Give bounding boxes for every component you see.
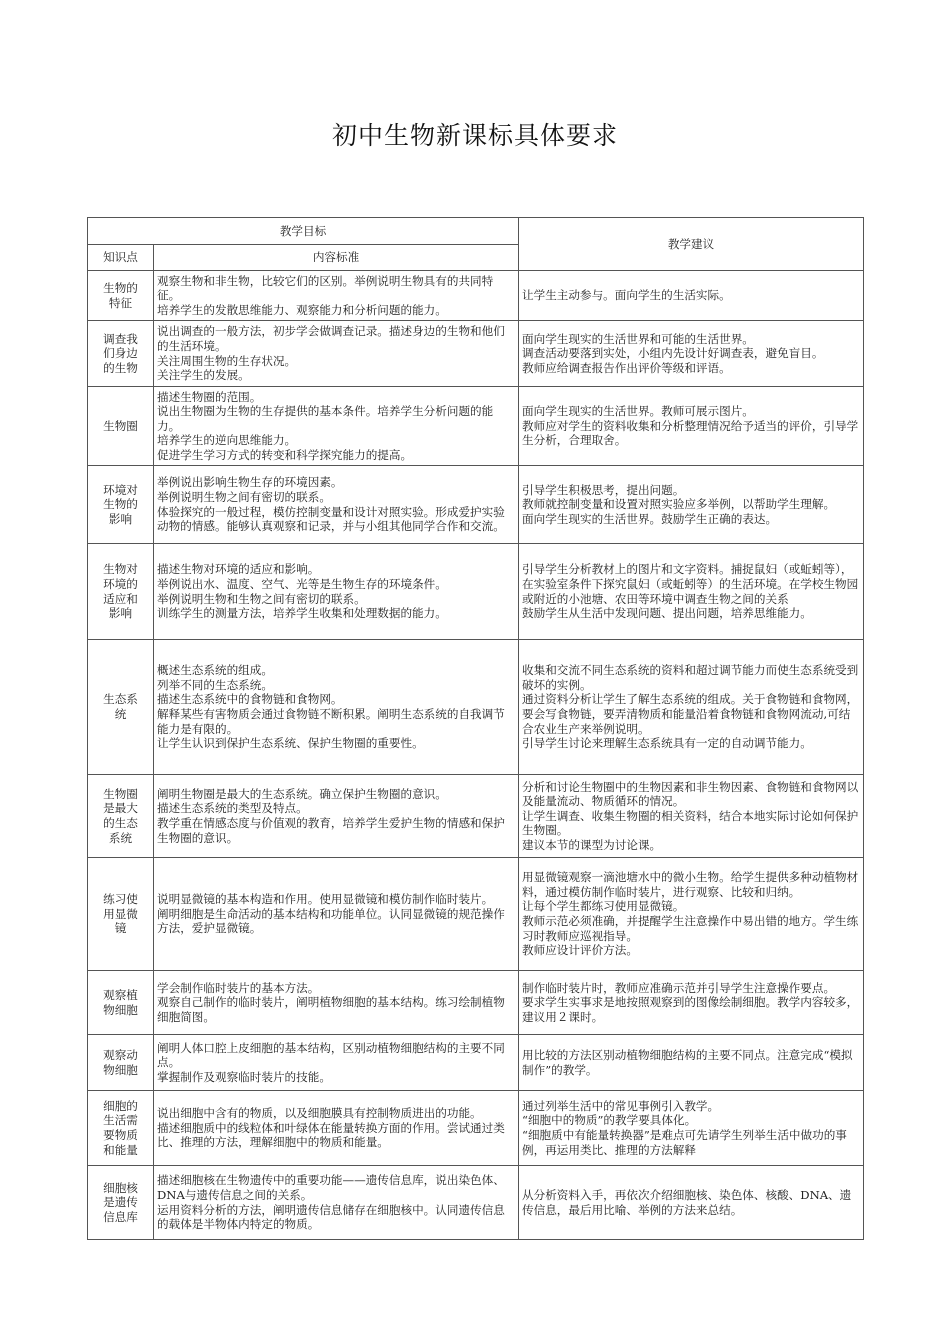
content-standard-line: 让学生认识到保护生态系统、保护生物圈的重要性。 <box>157 736 424 751</box>
teaching-suggestion-line: 用比较的方法区别动植物细胞结构的主要不同点。注意完成“模拟制作”的教学。 <box>522 1047 853 1077</box>
content-standard-cell <box>154 544 519 640</box>
content-standard-line: 训练学生的测量方法，培养学生收集和处理数据的能力。 <box>157 606 447 621</box>
content-standard-cell <box>154 971 519 1035</box>
content-standard-line: 观察生物和非生物，比较它们的区别。举例说明生物具有的共同特征。 <box>157 273 494 303</box>
knowledge-point-cell <box>88 1091 154 1166</box>
teaching-suggestion-header: 教学建议 <box>519 218 864 271</box>
content-standard-line: 观察自己制作的临时装片，阐明植物细胞的基本结构。练习绘制植物细胞简图。 <box>157 995 505 1024</box>
content-standard-line: 体验探究的一般过程，模仿控制变量和设计对照实验。形成爱护实验动物的情感。能够认真观察和记录，并与小组其他同学合作和交流。 <box>157 504 505 534</box>
content-standard-line: 描述生态系统的类型及特点。 <box>157 801 308 816</box>
table-row <box>88 1035 864 1091</box>
content-standard-line: 举例说明生物之间有密切的联系。 <box>157 489 331 504</box>
content-standard-line: 关注学生的发展。 <box>157 368 250 383</box>
teaching-suggestion-line: 通过列举生活中的常见事例引入教学。 <box>522 1098 720 1113</box>
teaching-suggestion-line: 调查活动要落到实处，小组内先设计好调查表，避免盲目。 <box>522 346 824 361</box>
teaching-suggestion-line: 分析和讨论生物圈中的生物因素和非生物因素、食物链和食物网以及能量流动、物质循环的情况。 <box>522 779 859 809</box>
knowledge-point-text: 练习使用显微镜 <box>103 892 138 936</box>
knowledge-point-cell <box>88 1035 154 1091</box>
table-row <box>88 775 864 858</box>
knowledge-point-cell <box>88 775 154 858</box>
teaching-suggestion-cell <box>519 1091 864 1166</box>
curriculum-table <box>87 217 864 1240</box>
table-row <box>88 640 864 775</box>
teaching-suggestion-line: 通过资料分析让学生了解生态系统的组成。关于食物链和食物网，要会写食物链，要弄清物质和能量沿着食物链和食物网流动,可结合农业生产来举例说明。 <box>522 692 859 736</box>
content-standard-line: 运用资料分析的方法，阐明遗传信息储存在细胞核中。认同遗传信息的载体是半物体内特定的物质。 <box>157 1202 505 1232</box>
knowledge-point-cell <box>88 466 154 544</box>
teaching-suggestion-line: “细胞质中有能量转换器”是难点可先请学生列举生活中做功的事例，再运用类比、推理的方法解释 <box>522 1128 847 1157</box>
teaching-suggestion-line: 让学生调查、收集生物圈的相关资料，结合本地实际讨论如何保护生物圈。 <box>522 808 859 838</box>
content-standard-line: 关注周围生物的生存状况。 <box>157 353 297 368</box>
content-standard-line: 描述细胞核在生物遗传中的重要功能——遗传信息库，说出染色体、DNA与遗传信息之间的关系。 <box>157 1173 505 1202</box>
header-row-1 <box>88 218 864 245</box>
content-standard-cell <box>154 775 519 858</box>
teaching-suggestion-cell <box>519 1166 864 1240</box>
knowledge-point-cell <box>88 640 154 775</box>
teaching-suggestion-cell <box>519 271 864 321</box>
content-standard-cell <box>154 1091 519 1166</box>
teaching-suggestion-line: 教师就控制变量和设置对照实验应多举例，以帮助学生理解。 <box>522 497 836 512</box>
content-standard-cell <box>154 271 519 321</box>
content-standard-cell <box>154 640 519 775</box>
knowledge-point-text: 生态系统 <box>103 692 138 721</box>
content-standard-line: 培养学生的发散思维能力、观察能力和分析问题的能力。 <box>157 302 447 317</box>
content-standard-cell <box>154 466 519 544</box>
knowledge-point-cell <box>88 858 154 971</box>
knowledge-point-cell <box>88 387 154 466</box>
teaching-suggestion-line: 建议本节的课型为讨论课。 <box>522 837 662 852</box>
knowledge-point-header: 知识点 <box>88 245 154 271</box>
content-standard-line: 概述生态系统的组成。 <box>157 663 273 678</box>
content-standard-line: 学会制作临时装片的基本方法。 <box>157 980 320 995</box>
table-row <box>88 466 864 544</box>
knowledge-point-text: 细胞的生活需要物质和能量 <box>103 1098 138 1157</box>
content-standard-cell <box>154 1166 519 1240</box>
content-standard-line: 描述生物圈的范围。 <box>157 389 262 404</box>
table-row <box>88 271 864 321</box>
content-standard-line: 举例说明生物和生物之间有密切的联系。 <box>157 591 366 606</box>
teaching-suggestion-line: 教师应设计评价方法。 <box>522 943 638 958</box>
knowledge-point-cell <box>88 1166 154 1240</box>
teaching-suggestion-line: 从分析资料入手，再依次介绍细胞核、染色体、核酸、DNA、遗传信息，最后用比喻、举例的方法来总结。 <box>522 1187 852 1217</box>
content-standard-line: 说明显微镜的基本构造和作用。使用显微镜和模仿制作临时装片。 <box>157 892 494 907</box>
teaching-suggestion-line: 要求学生实事求是地按照观察到的图像绘制细胞。教学内容较多，建议用２课时。 <box>522 995 859 1024</box>
knowledge-point-text: 环境对生物的影响 <box>103 482 138 526</box>
teaching-suggestion-cell <box>519 321 864 387</box>
table-row <box>88 1091 864 1166</box>
teaching-suggestion-line: 引导学生讨论来理解生态系统具有一定的自动调节能力。 <box>522 736 812 751</box>
knowledge-point-text: 生物对环境的适应和影响 <box>103 562 138 621</box>
content-standard-header: 内容标准 <box>154 245 519 271</box>
teaching-suggestion-cell <box>519 775 864 858</box>
teaching-suggestion-cell <box>519 858 864 971</box>
content-standard-line: 举例说出水、温度、空气、光等是生物生存的环境条件。 <box>157 576 447 591</box>
content-standard-line: 说出生物圈为生物的生存提供的基本条件。培养学生分析问题的能力。 <box>157 404 494 433</box>
teaching-suggestion-cell <box>519 544 864 640</box>
content-standard-cell <box>154 1035 519 1091</box>
content-standard-line: 阐明细胞是生命活动的基本结构和功能单位。认同显微镜的规范操作方法，爱护显微镜。 <box>157 906 505 936</box>
teaching-suggestion-line: 用显微镜观察一滴池塘水中的微小生物。给学生提供多种动植物材料，通过模仿制作临时装片，进行观察、比较和归纳。 <box>522 870 859 899</box>
content-standard-cell <box>154 858 519 971</box>
content-standard-line: 促进学生学习方式的转变和科学探究能力的提高。 <box>157 447 413 462</box>
content-standard-cell <box>154 321 519 387</box>
table-row <box>88 321 864 387</box>
content-standard-line: 阐明生物圈是最大的生态系统。确立保护生物圈的意识。 <box>157 786 447 801</box>
content-standard-line: 描述生态系统中的食物链和食物网。 <box>157 692 343 707</box>
teaching-suggestion-cell <box>519 466 864 544</box>
knowledge-point-text: 观察植物细胞 <box>103 987 138 1017</box>
teaching-suggestion-line: “细胞中的物质”的教学要具体化。 <box>522 1113 697 1128</box>
table-row <box>88 1166 864 1240</box>
teaching-goal-header: 教学目标 <box>88 218 519 245</box>
table-row <box>88 858 864 971</box>
teaching-suggestion-line: 教师应给调查报告作出评价等级和评语。 <box>522 360 731 375</box>
table-row <box>88 387 864 466</box>
document-title: 初中生物新课标具体要求 <box>331 121 618 150</box>
teaching-suggestion-cell <box>519 971 864 1035</box>
content-standard-line: 描述生物对环境的适应和影响。 <box>157 562 320 577</box>
content-standard-line: 列举不同的生态系统。 <box>157 677 273 692</box>
table-row <box>88 971 864 1035</box>
teaching-suggestion-line: 收集和交流不同生态系统的资料和超过调节能力而使生态系统受到破坏的实例。 <box>522 663 859 692</box>
knowledge-point-cell <box>88 971 154 1035</box>
content-standard-line: 说出细胞中含有的物质，以及细胞膜具有控制物质进出的功能。 <box>157 1106 482 1121</box>
knowledge-point-text: 生物圈是最大的生态系统 <box>103 786 138 845</box>
teaching-suggestion-line: 制作临时装片时，教师应准确示范并引导学生注意操作要点。 <box>522 980 836 995</box>
content-standard-line: 培养学生的逆向思维能力。 <box>157 433 297 448</box>
content-standard-line: 描述细胞质中的线粒体和叶绿体在能量转换方面的作用。尝试通过类比、推理的方法，理解细胞中的物质和能量。 <box>157 1120 505 1150</box>
knowledge-point-text: 观察动物细胞 <box>103 1047 138 1077</box>
knowledge-point-text: 生物圈 <box>103 418 138 433</box>
content-standard-line: 阐明人体口腔上皮细胞的基本结构，区别动植物细胞结构的主要不同点。 <box>157 1040 505 1070</box>
content-standard-line: 举例说出影响生物生存的环境因素。 <box>157 475 343 490</box>
teaching-suggestion-cell <box>519 640 864 775</box>
teaching-suggestion-line: 让每个学生都练习使用显微镜。 <box>522 899 685 914</box>
knowledge-point-text: 生物的特征 <box>103 280 138 310</box>
teaching-suggestion-line: 教师应对学生的资料收集和分析整理情况给予适当的评价，引导学生分析，合理取舍。 <box>522 418 859 448</box>
knowledge-point-cell <box>88 544 154 640</box>
table-row <box>88 544 864 640</box>
teaching-suggestion-line: 让学生主动参与。面向学生的生活实际。 <box>522 288 731 303</box>
teaching-suggestion-line: 鼓励学生从生活中发现问题、提出问题，培养思维能力。 <box>522 606 812 621</box>
content-standard-cell <box>154 387 519 466</box>
teaching-suggestion-line: 面向学生现实的生活世界。教师可展示图片。 <box>522 404 754 419</box>
teaching-suggestion-line: 引导学生分析教材上的图片和文字资料。捕捉鼠妇（或蚯蚓等），在实验室条件下探究鼠妇（或蚯蚓等）的生活环境。在学校生物园或附近的小池塘、农田等环境中调查生物之间的关系 <box>522 562 859 606</box>
teaching-suggestion-cell <box>519 1035 864 1091</box>
knowledge-point-text: 细胞核是遗传信息库 <box>103 1180 138 1224</box>
knowledge-point-text: 调查我们身边的生物 <box>103 331 138 375</box>
teaching-suggestion-cell <box>519 387 864 466</box>
content-standard-line: 教学重在情感态度与价值观的教育，培养学生爱护生物的情感和保护生物圈的意识。 <box>157 816 505 845</box>
knowledge-point-cell <box>88 321 154 387</box>
teaching-suggestion-line: 面向学生现实的生活世界和可能的生活世界。 <box>522 331 754 346</box>
content-standard-line: 说出调查的一般方法，初步学会做调查记录。描述身边的生物和他们的生活环境。 <box>157 324 505 353</box>
knowledge-point-cell <box>88 271 154 321</box>
teaching-suggestion-line: 引导学生积极思考，提出问题。 <box>522 482 685 497</box>
content-standard-line: 掌握制作及观察临时装片的技能。 <box>157 1069 331 1084</box>
teaching-suggestion-line: 面向学生现实的生活世界。鼓励学生正确的表达。 <box>522 511 778 526</box>
teaching-suggestion-line: 教师示范必须准确，并提醒学生注意操作中易出错的地方。学生练习时教师应巡视指导。 <box>522 914 859 943</box>
content-standard-line: 解释某些有害物质会通过食物链不断积累。阐明生态系统的自我调节能力是有限的。 <box>157 707 505 736</box>
